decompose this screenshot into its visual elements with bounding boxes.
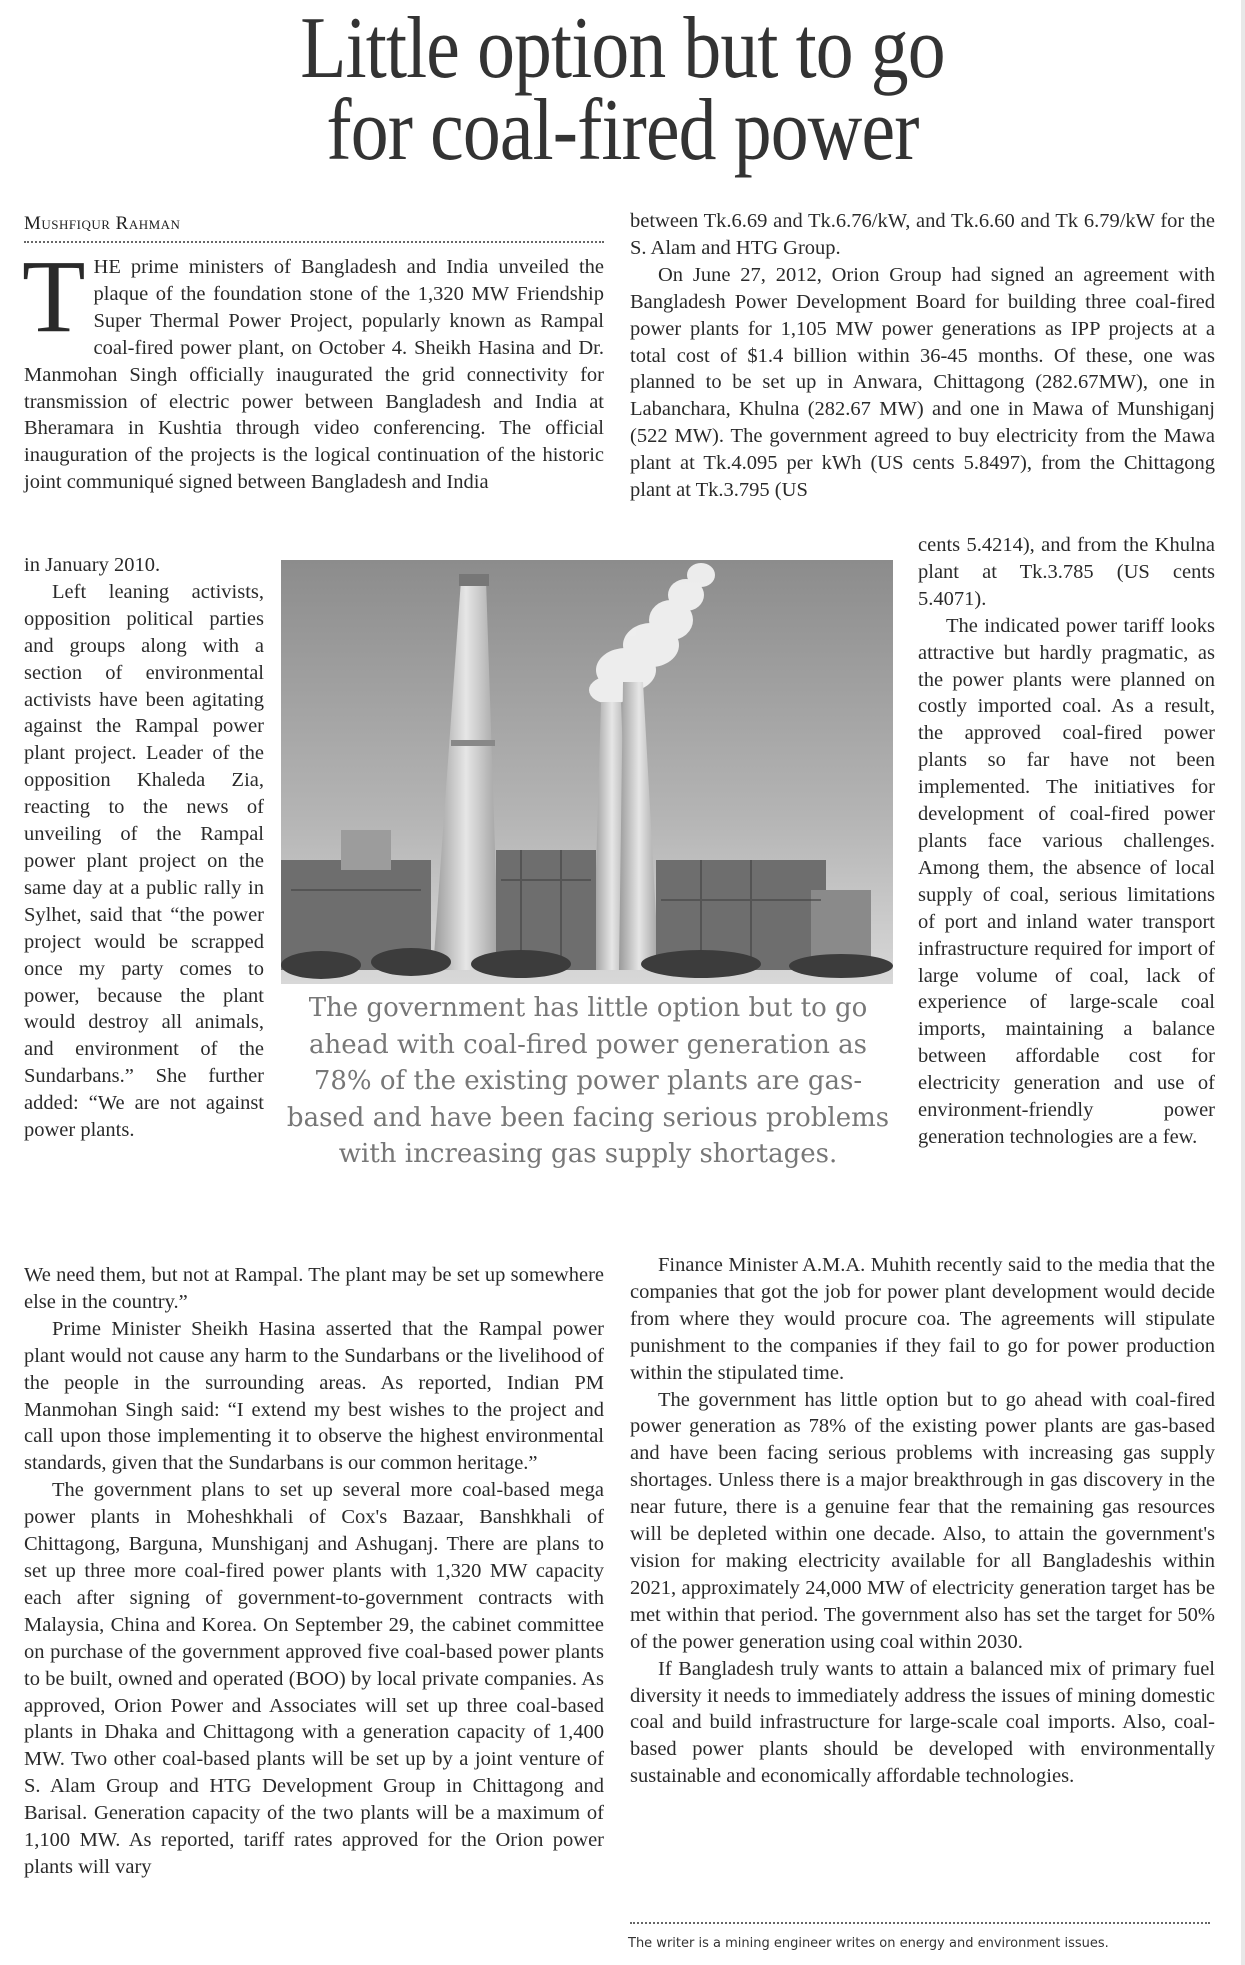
paragraph-government-plans: The government plans to set up several more coal-based mega power plants in Moheshkhali of Cox's Bazaar, Banshkhali of Chittagong, Barguna, Munshiganj and Ashuganj. There are plans to set up three more coal-fired power plants with 1,320 MW capacity each after signing of government-to-government contracts with Malaysia, China and Korea. On September 29, the cabinet committee on purchase of the government approved five coal-based power plants to be built, owned and operated (BOO) by local private companies. As approved, Orion Power and Associates will set up three coal-based plants in Dhaka and Chittagong with a generation capacity of 1,400 MW. Two other coal-based plants will be set up by a joint venture of S. Alam Group and HTG Development Group in Chittagong and Barisal. Generation capacity of the two plants will be a maximum of 1,100 MW. As reported, tariff rates approved for the Orion power plants will vary [24,1479,604,1878]
column-left-narrow [24,552,264,1144]
paragraph-little-option: The government has little option but to go ahead with coal-fired power generation as 78% of the existing power plants are gas-based and have been facing serious problems with increasing gas supply shortages. Unless there is a major breakthrough in gas discovery in the near future, there is a genuine fear that the remaining gas resources will be depleted within one decade. Also, to attain the government's vision for making electricity available for all Bangladeshis within 2021, approximately 24,000 MW of electricity generation target has be met within that period. The government also has set the target for 50% of the power generation using coal within 2030. [630,1388,1215,1653]
paragraph-orion-tail: cents 5.4214), and from the Khulna plant at Tk.3.785 (US cents 5.4071). [918,534,1215,610]
column-right-top [630,208,1215,504]
headline-line-1: Little option but to go [300,0,945,97]
paragraph-finance-minister: Finance Minister A.M.A. Muhith recently said to the media that the companies that got the job for power plant development would decide from where they would procure coa. The agreements will stipulate punishment to the companies if they fail to go for power production within the stipulated time. [630,1254,1215,1384]
author-note: The writer is a mining engineer writes on energy and environment issues. [628,1936,1109,1951]
column-right-bottom [630,1252,1215,1790]
headline [87,0,1158,179]
factory-smokestack-icon [281,560,893,984]
paragraph-opposition: Left leaning activists, opposition political parties and groups along with a section of environmental activists have been agitating against the Rampal power plant project. Leader of the opposition Khaleda Zia, reacting to the news of unveiling of the Rampal power plant project on the same day at a public rally in Sylhet, said that “the power project would be scrapped once my party comes to power, because the plant would destroy all animals, and environment of the Sundarbans.” She further added: “We are not against power plants. [24,580,264,1142]
paragraph-tariff-cont: between Tk.6.69 and Tk.6.76/kW, and Tk.6.60 and Tk 6.79/kW for the S. Alam and HTG Group. [630,210,1215,259]
pull-quote: The government has little option but to go ahead with coal-fired power generation as 78% of the existing power plants are gas-based and have been facing serious problems with increasing gas supply shortages. [286,993,890,1169]
paragraph-intro-tail: in January 2010. [24,554,161,576]
paragraph-intro: THE prime ministers of Bangladesh and India unveiled the plaque of the foundation stone of the 1,320 MW Friendship Super Thermal Power Project, popularly known as Rampal coal-fired power plant, on October 4. Sheikh Hasina and Dr. Manmohan Singh officially inaugurated the grid connectivity for transmission of electric power between Bangladesh and India at Bheramara in Kushtia through video conferencing. The official inauguration of the projects is the logical continuation of the historic joint communiqué signed between Bangladesh and India [22,239,604,494]
drop-cap: T [22,239,86,354]
column-left-bottom [24,1262,604,1881]
page-edge [1241,0,1245,1965]
paragraph-tariff-challenges: The indicated power tariff looks attractive but hardly pragmatic, as the power plants were planned on costly imported coal. As a result, the approved coal-fired power plants so far have not been implemented. The initiatives for development of coal-fired power plants face various challenges. Among them, the absence of local supply of coal, serious limitations of port and inland water transport infrastructure required for import of large volume of coal, lack of experience of large-scale coal imports, maintaining a balance between affordable cost for electricity generation and use of environment-friendly power generation technologies are a few. [918,614,1215,1148]
column-right-narrow [918,532,1215,1151]
paragraph-conclusion: If Bangladesh truly wants to attain a balanced mix of primary fuel diversity it needs to immediately address the issues of mining domestic coal and build infrastructure for large-scale coal imports. Also, coal-based power plants should be developed with environmentally sustainable and economically affordable technologies. [630,1657,1215,1788]
footer-divider [630,1922,1210,1924]
headline-line-2: for coal-fired power [326,82,919,179]
power-plant-photo [281,560,893,984]
paragraph-hasina: Prime Minister Sheikh Hasina asserted that the Rampal power plant would not cause any harm to the Sundarbans or the livelihood of the people in the surrounding areas. As reported, Indian PM Manmohan Singh said: “I extend my best wishes to the project and call upon those implementing it to observe the highest environmental standards, given that the Sundarbans is our common heritage.” [24,1317,604,1475]
byline-divider [24,241,604,243]
column-left-top [22,239,604,496]
paragraph-orion: On June 27, 2012, Orion Group had signed an agreement with Bangladesh Power Development Board for building three coal-fired power plants for 1,105 MW power generations as IPP projects at a total cost of $1.4 billion within 36-45 months. Of these, one was planned to be set up in Anwara, Chittagong (282.67MW), one in Labanchara, Khulna (282.67 MW) and one in Mawa of Munshiganj (522 MW). The government agreed to buy electricity from the Mawa plant at Tk.4.095 per kWh (US cents 5.8497), from the Chittagong plant at Tk.3.795 (US [630,263,1215,502]
byline: Mushfiqur Rahman [24,213,181,234]
paragraph-opposition-cont: We need them, but not at Rampal. The plant may be set up somewhere else in the country.” [24,1264,604,1313]
